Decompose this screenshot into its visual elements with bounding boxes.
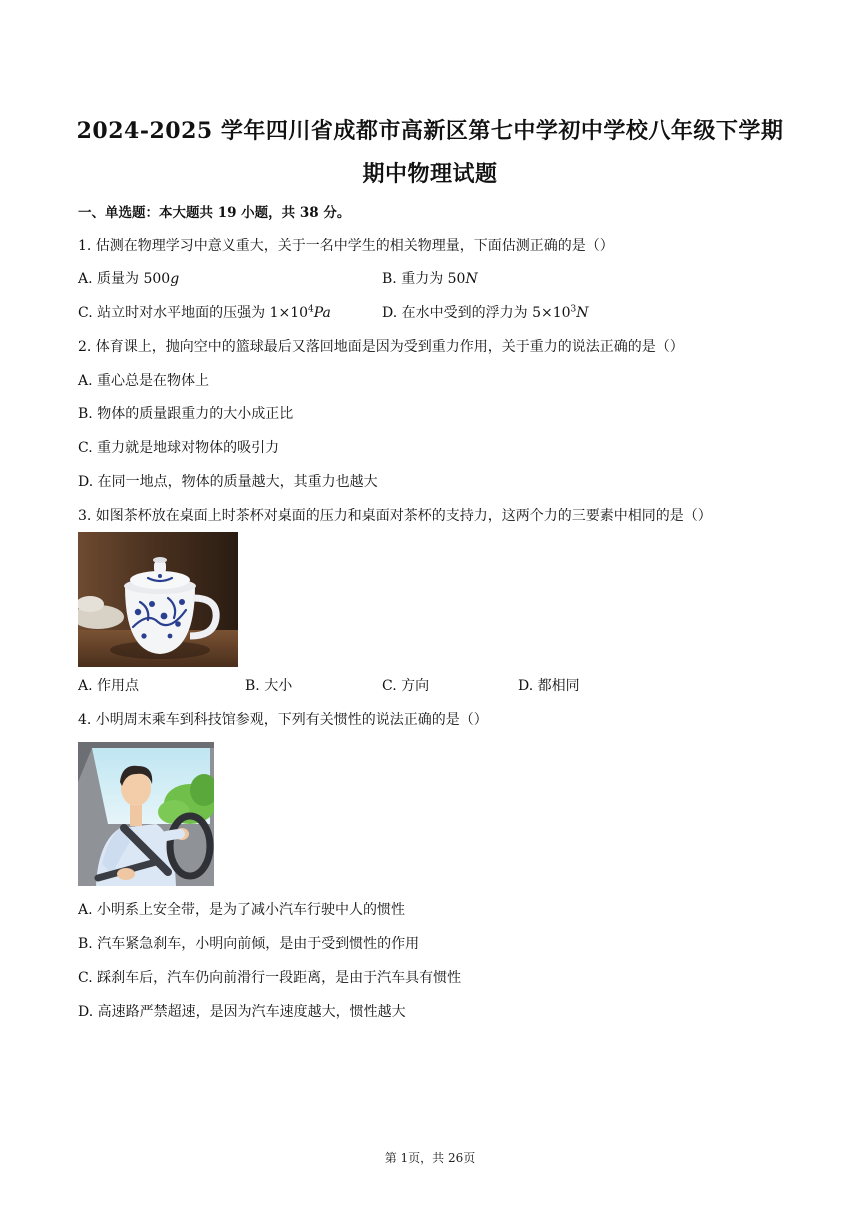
- question-4-stem: 4. 小明周末乘车到科技馆参观，下列有关惯性的说法正确的是（）: [78, 712, 488, 728]
- page-footer: 第 1页，共 26页: [384, 1151, 476, 1165]
- question-4-option-c: C. 踩刹车后，汽车仍向前滑行一段距离，是由于汽车具有惯性: [78, 970, 462, 986]
- page-title-line-2: 期中物理试题: [362, 161, 498, 187]
- question-4-option-d: D. 高速路严禁超速，是因为汽车速度越大，惯性越大: [78, 1004, 406, 1020]
- question-1-option-a: A. 质量为 500g: [78, 271, 180, 287]
- question-2-option-c: C. 重力就是地球对物体的吸引力: [78, 440, 280, 456]
- section-heading: 一、单选题：本大题共 19 小题，共 38 分。: [78, 205, 351, 221]
- question-2-option-a: A. 重心总是在物体上: [78, 373, 210, 389]
- teacup-image: [78, 532, 238, 667]
- question-1-stem: 1. 估测在物理学习中意义重大，关于一名中学生的相关物理量，下面估测正确的是（）: [78, 238, 614, 254]
- driver-seatbelt-image: [78, 742, 214, 886]
- question-2-stem: 2. 体育课上，抛向空中的篮球最后又落回地面是因为受到重力作用，关于重力的说法正确的是（）: [78, 339, 684, 355]
- question-3-option-c: C. 方向: [382, 678, 430, 694]
- question-2-option-d: D. 在同一地点，物体的质量越大，其重力也越大: [78, 474, 378, 490]
- question-3-option-d: D. 都相同: [518, 678, 580, 694]
- question-1-option-d: D. 在水中受到的浮力为 $5\times 10^3N$: [382, 304, 589, 321]
- question-3-stem: 3. 如图茶杯放在桌面上时茶杯对桌面的压力和桌面对茶杯的支持力，这两个力的三要素中相同的是（）: [78, 508, 712, 524]
- question-3-option-a: A. 作用点: [78, 678, 140, 694]
- question-3-option-b: B. 大小: [245, 678, 293, 694]
- question-1-option-c: C. 站立时对水平地面的压强为 $1\times 10^4Pa$: [78, 304, 331, 321]
- page-title-line-1: 2024-2025 学年四川省成都市高新区第七中学初中学校八年级下学期: [76, 118, 784, 144]
- question-2-option-b: B. 物体的质量跟重力的大小成正比: [78, 406, 294, 422]
- question-1-option-b: B. 重力为 50N: [382, 271, 478, 287]
- question-4-option-a: A. 小明系上安全带，是为了减小汽车行驶中人的惯性: [78, 902, 406, 918]
- question-4-option-b: B. 汽车紧急刹车，小明向前倾，是由于受到惯性的作用: [78, 936, 420, 952]
